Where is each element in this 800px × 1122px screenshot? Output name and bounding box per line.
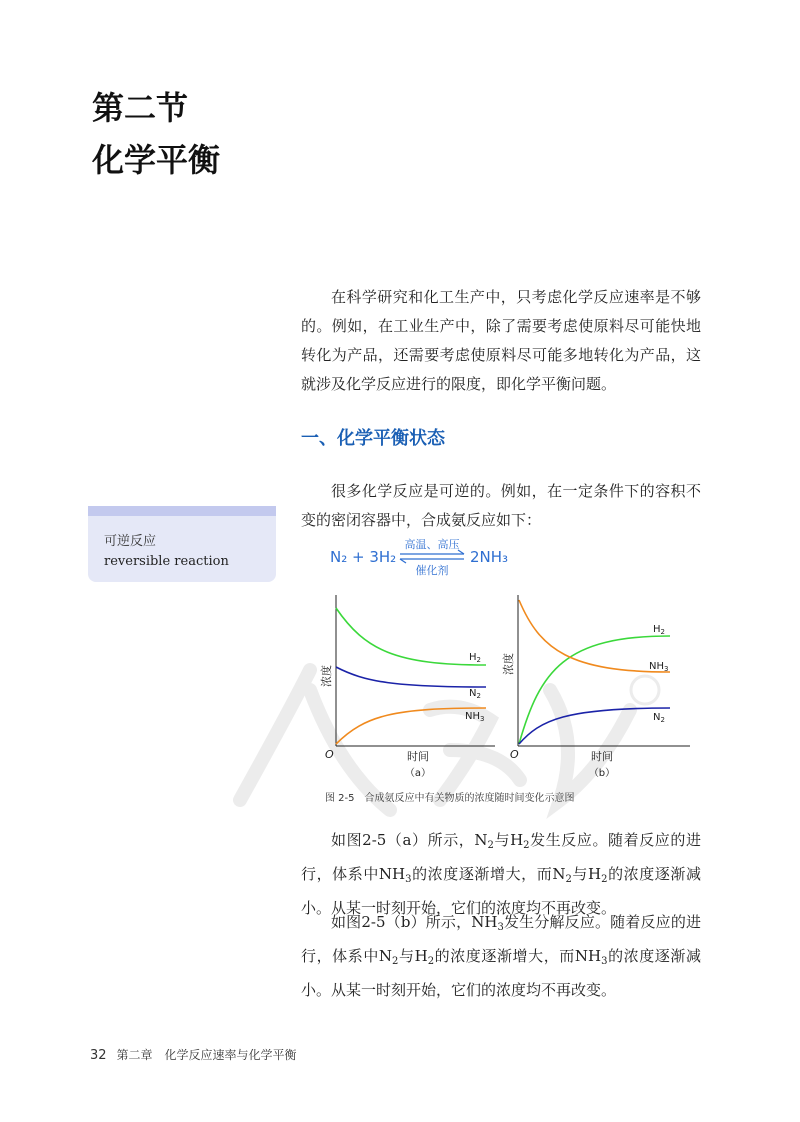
xlabel-a: 时间: [407, 750, 429, 763]
legend-h2-b: $H_2$: [653, 624, 665, 636]
origin-a: O: [325, 748, 334, 761]
reversible-arrow-icon: [400, 550, 464, 563]
p4-h-sub: 2: [427, 956, 435, 967]
p4-n-sub: 2: [392, 956, 399, 967]
p4-fig-ref: 如图2-5（b）所示，: [331, 913, 472, 931]
p4-nh-sub-2: 3: [601, 956, 608, 967]
panel-b: [501, 595, 690, 779]
glossary-box: [88, 506, 276, 582]
p3-nh-sub: 3: [405, 874, 412, 885]
equation-left: N₂ + 3H₂: [330, 548, 397, 566]
title-line-2: 化学平衡: [92, 141, 221, 179]
p4-text3: 的浓度逐渐减小。从某一时刻开始，它们的浓度均不再改变。: [301, 947, 701, 999]
page-title: [92, 82, 220, 186]
xlabel-b: 时间: [591, 750, 613, 763]
p3-text2: 的浓度逐渐增大，而: [411, 865, 553, 883]
synthesis-equation: [330, 533, 550, 581]
p3-nh: NH: [378, 865, 406, 883]
glossary-box-bar: [88, 506, 276, 516]
ylabel-b: 浓度: [502, 653, 515, 675]
p3-n-2: N: [552, 865, 566, 883]
legend-nh3-b: $NH_3$: [649, 661, 669, 673]
equation-condition-bottom: 催化剂: [415, 564, 449, 577]
page-footer: [90, 1046, 297, 1063]
concentration-figure: [315, 590, 715, 790]
legend-n2-a: $N_2$: [469, 688, 481, 700]
glossary-term-en: reversible reaction: [104, 554, 229, 569]
p4-h: H: [414, 947, 428, 965]
p4-and: 与: [398, 947, 415, 965]
p3-n: N: [474, 831, 488, 849]
p3-text3: 的浓度逐渐减小。从某一时刻开始，它们的浓度均不再改变。: [301, 865, 701, 917]
chapter-title: 第二章 化学反应速率与化学平衡: [116, 1048, 297, 1062]
p3-h: H: [510, 831, 524, 849]
p3-h-sub: 2: [523, 840, 530, 851]
p4-n: N: [378, 947, 393, 965]
legend-n2-b: $N_2$: [653, 712, 665, 724]
title-line-1: 第二节: [92, 89, 189, 127]
glossary-term-cn: 可逆反应: [104, 534, 157, 549]
p3-h-sub-2: 2: [601, 874, 608, 885]
series-nh3-a: [336, 708, 486, 744]
p3-and: 与: [493, 831, 511, 849]
intro-paragraph: 在科学研究和化工生产中，只考虑化学反应速率是不够的。例如，在工业生产中，除了需要考虑使原料尽可能快地转化为产品，还需要考虑使原料尽可能多地转化为产品，这就涉及化学反应进行的限度，即化学平衡问题。: [301, 288, 701, 393]
panel-label-b: （b）: [588, 768, 616, 779]
equation-condition-top: 高温、高压: [404, 538, 460, 551]
legend-h2-a: $H_2$: [469, 652, 481, 664]
p4-text2: 的浓度逐渐增大，而: [434, 947, 575, 965]
p3-n-sub: 2: [487, 840, 494, 851]
panel-label-a: （a）: [404, 768, 432, 779]
section-heading: 一、化学平衡状态: [301, 428, 445, 449]
series-h2-a: [336, 608, 486, 665]
paragraph-figure-b: [301, 908, 701, 1005]
panel-a: [319, 595, 495, 779]
p3-n-sub-2: 2: [565, 874, 572, 885]
figure-caption: 图 2-5 合成氨反应中有关物质的浓度随时间变化示意图: [325, 793, 575, 804]
series-n2-a: [336, 667, 486, 687]
series-n2-b: [519, 708, 670, 744]
p3-text1: 发生反应。随着反应的进行，体系中: [301, 831, 701, 883]
p3-and-2: 与: [571, 865, 589, 883]
p4-text1: 发生分解反应。随着反应的进行，体系中: [301, 913, 701, 965]
page-number: 32: [90, 1048, 107, 1063]
p4-nh-sub: 3: [497, 922, 504, 933]
series-h2-b: [519, 636, 670, 744]
ylabel-a: 浓度: [320, 665, 333, 687]
equation-right: 2NH₃: [470, 548, 509, 566]
origin-b: O: [510, 748, 519, 761]
p4-nh-2: NH: [574, 947, 602, 965]
p3-fig-ref: 如图2-5（a）所示，: [331, 831, 475, 849]
p3-h-2: H: [588, 865, 602, 883]
legend-nh3-a: $NH_3$: [465, 711, 485, 723]
section-paragraph: 很多化学反应是可逆的。例如，在一定条件下的容积不变的密闭容器中，合成氨反应如下：: [301, 482, 701, 529]
p4-nh: NH: [471, 913, 498, 931]
